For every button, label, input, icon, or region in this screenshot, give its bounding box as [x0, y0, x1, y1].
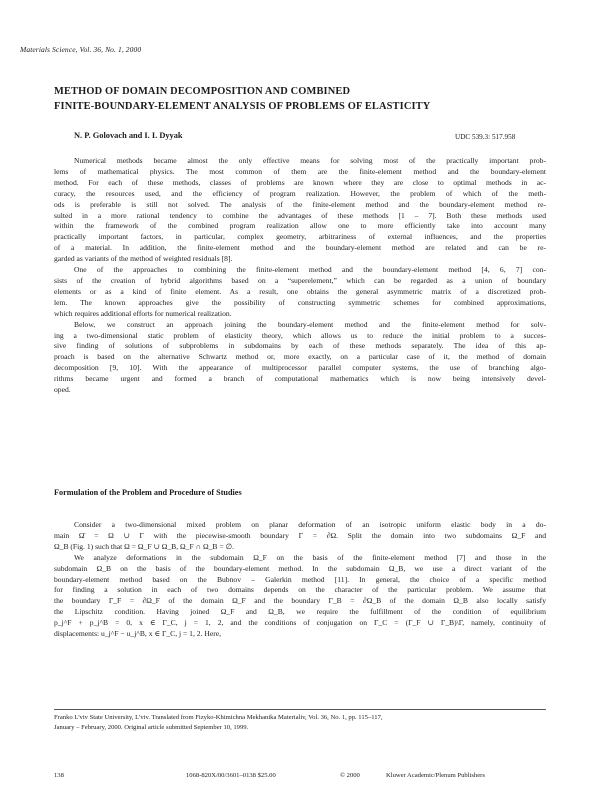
text-line: displacements: u_j^F − u_j^B, x ∈ Γ_C, j = 1, 2. Here,	[54, 629, 222, 639]
udc-code: UDC 539.3: 517.958	[455, 133, 516, 141]
text-line: of a material. In addition, the finite-element method and the boundary-element method are related and can be re-	[54, 243, 546, 253]
text-line: Consider a two-dimensional mixed problem on planar deformation of an isotropic uniform elastic body in a do-	[74, 520, 546, 529]
text-line: lem. The known approaches give the possibility of constructing symmetric schemes for combined approximations,	[54, 297, 546, 307]
footnote-divider	[54, 709, 546, 710]
article-title	[54, 85, 554, 114]
text-line: subdomain Ω_B on the basis of the boundary-element method. In the subdomain Ω_B, we use a direct variant of the	[54, 563, 546, 573]
text-line: rithms became urgent and formed a branch of computational mathematics which is now being intensively devel-	[54, 374, 546, 384]
footnote-line: Franko L'viv State University, L'viv. Translated from Fizyko-Khimichna Mekhanika Materialiv, Vol. 36, No. 1, pp. 115–117,	[54, 714, 383, 721]
text-line: curacy, the resources used, and the efficiency of program realization. However, the problem of which of the meth-	[54, 188, 546, 198]
text-line: sulted in a more rational tendency to combine the advantages of these methods [1 – 7]. Both these methods used	[54, 210, 546, 220]
text-line: elements or as a kind of finite element. As a result, one obtains the general asymmetric matrix of a discretized prob-	[54, 286, 546, 296]
footnote-line: January – February, 2000. Original article submitted September 10, 1999.	[54, 723, 249, 731]
text-line: boundary-element method based on the Bubnov – Galerkin method [11]. In general, the choice of a specific method	[54, 574, 546, 584]
text-line: p_j^F + p_j^B = 0, x ∈ Γ_C, j = 1, 2, and the conditions of conjugation on Γ_C = (Γ_F ∪ Γ_B)\Γ, namely, continuity of	[54, 618, 546, 628]
section-heading: Formulation of the Problem and Procedure of Studies	[54, 488, 242, 497]
text-line: the boundary Γ_F = ∂Ω_F of the domain Ω_F and the boundary Γ_B = ∂Ω_B of the domain Ω_B also locally satisfy	[54, 596, 546, 606]
text-line: main Ω̄ = Ω ∪ Γ with the piecewise-smooth boundary Γ = ∂Ω. Split the domain into two subdomains Ω_F and	[54, 530, 546, 540]
paragraph-2	[54, 265, 546, 320]
text-line: We analyze deformations in the subdomain Ω_F on the basis of the finite-element method [7] and those in the	[74, 552, 546, 562]
text-line: One of the approaches to combining the finite-element method and the boundary-element method [4, 6, 7] con-	[74, 265, 546, 275]
text-line: oped.	[54, 385, 71, 395]
text-line: Ω_B (Fig. 1) such that Ω = Ω_F ∪ Ω_B, Ω_F ∩ Ω_B = ∅.	[54, 541, 235, 551]
text-line: method. For each of these methods, classes of problems are known where they are close to optimal methods in ac-	[54, 177, 546, 187]
paragraph-1	[54, 156, 546, 265]
journal-header: Materials Science, Vol. 36, No. 1, 2000	[20, 45, 142, 54]
paragraph-3	[54, 320, 546, 396]
text-line: decomposition [9, 10]. With the appearance of multiprocessor parallel computer systems, the use of branching algo-	[54, 363, 546, 373]
text-line: the Lipschitz condition. Having joined Ω_F and Ω_B, we require the fulfillment of the condition of equilibrium	[54, 607, 546, 617]
text-line: for finding a solution in each of two domains depends on the character of the particular problem. We assume that	[54, 585, 546, 595]
section-text	[54, 520, 546, 640]
copyright: © 2000	[340, 772, 360, 779]
text-line: ing a two-dimensional static problem of elasticity theory, which allows us to reduce the initial problem to a succes-	[54, 330, 546, 340]
text-line: garded as variants of the method of weighted residuals [8].	[54, 254, 233, 264]
title-line: FINITE-BOUNDARY-ELEMENT ANALYSIS OF PROBLEMS OF ELASTICITY	[54, 100, 431, 112]
text-line: lems of mathematical physics. The most common of them are the finite-element method and the boundary-element	[54, 166, 546, 176]
footnote	[54, 713, 546, 732]
text-line: which requires additional efforts for numerical realization.	[54, 308, 232, 318]
text-line: ods is preferable is still not solved. The analysis of the finite-element method and the boundary-element method re-	[54, 199, 546, 209]
intro-text	[54, 156, 546, 396]
text-line: practically important factors, in particular, complex geometry, arbitrariness of external influences, and the properties	[54, 232, 546, 242]
text-line: within the framework of the combined program realization allow one to more efficiently take into account many	[54, 221, 546, 231]
title-line: METHOD OF DOMAIN DECOMPOSITION AND COMBINED	[54, 86, 351, 97]
text-line: sive finding of solutions of subproblems in subdomains by each of these methods separately. The idea of this ap-	[54, 341, 546, 351]
authors: N. P. Golovach and I. I. Dyyak	[74, 131, 183, 140]
text-line: Numerical methods became almost the only effective means for solving most of the practically important prob-	[74, 156, 546, 165]
issn-code: 1068-820X/00/3601–0138 $25.00	[186, 772, 276, 779]
section-paragraph-1	[54, 520, 546, 553]
publisher: Kluwer Academic/Plenum Publishers	[386, 772, 485, 779]
text-line: sists of the creation of hybrid algorithms based on a “superelement,” which can be regarded as a union of boundary	[54, 275, 546, 285]
text-line: proach is based on the alternative Schwartz method or, more exactly, on a particular case of it, the method of domain	[54, 352, 546, 362]
text-line: Below, we construct an approach joining the boundary-element method and the finite-element method for solv-	[74, 319, 546, 329]
section-paragraph-2	[54, 553, 546, 640]
page-number: 138	[54, 772, 64, 779]
